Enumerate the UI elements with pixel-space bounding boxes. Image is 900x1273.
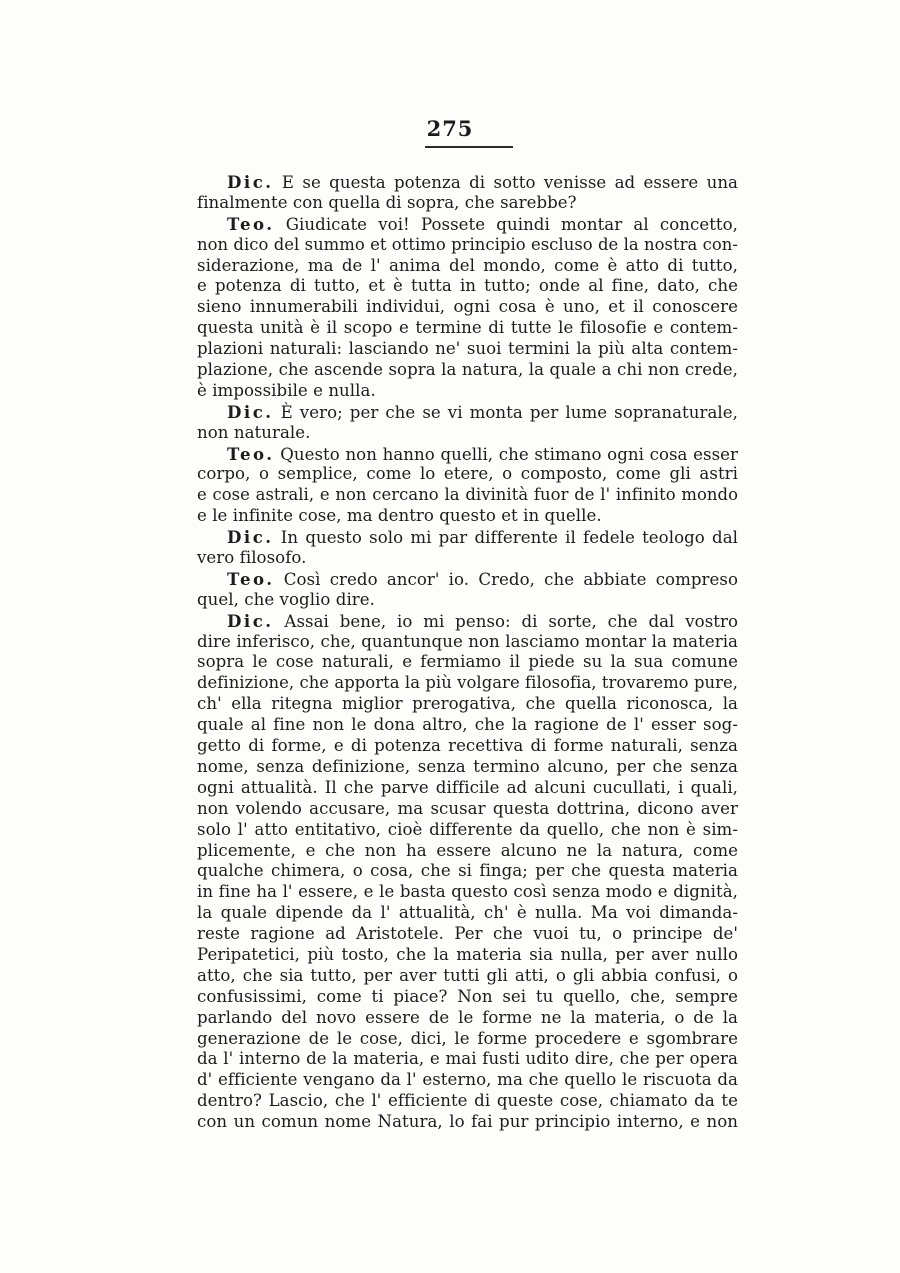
- text-line: [197, 945, 738, 966]
- text-line: [197, 193, 738, 214]
- line-text: plazioni naturali: lasciando ne' suoi termini la più alta contem-: [197, 339, 738, 359]
- text-line: [197, 297, 738, 318]
- text-line: [197, 256, 738, 277]
- speaker-label: Dic.: [227, 610, 274, 631]
- line-text: Così credo ancor' io. Credo, che abbiate compreso: [283, 569, 739, 589]
- speaker-label: Dic.: [227, 401, 274, 422]
- text-line: [197, 1008, 738, 1029]
- line-text: atto, che sia tutto, per aver tutti gli atti, o gli abbia confusi, o: [197, 965, 738, 985]
- line-text: plicemente, e che non ha essere alcuno ne la natura, come: [197, 840, 738, 860]
- text-line: [197, 632, 738, 653]
- text-line: [197, 987, 738, 1008]
- text-line: [197, 652, 738, 673]
- text-line: [197, 673, 738, 694]
- line-text: getto di forme, e di potenza recettiva di forme naturali, senza: [197, 736, 738, 756]
- text-line: [197, 924, 738, 945]
- text-line: [197, 903, 738, 924]
- text-line: [197, 1029, 738, 1050]
- line-text: reste ragione ad Aristotele. Per che vuoi tu, o principe de': [197, 924, 738, 944]
- line-text: la quale dipende da l' attualità, ch' è nulla. Ma voi dimanda-: [197, 903, 738, 923]
- text-line: [197, 464, 738, 485]
- page-number-rule: [425, 146, 513, 148]
- text-line: [197, 381, 738, 402]
- line-text: definizione, che apporta la più volgare filosofia, trovaremo pure,: [197, 673, 738, 693]
- line-text: parlando del novo essere de le forme ne la materia, o de la: [197, 1007, 738, 1027]
- text-line: [197, 1112, 738, 1133]
- line-text: in fine ha l' essere, e le basta questo così senza modo e dignità,: [197, 882, 738, 902]
- line-text: solo l' atto entitativo, cioè differente da quello, che non è sim-: [197, 819, 738, 839]
- line-text: Peripatetici, più tosto, che la materia sia nulla, per aver nullo: [197, 944, 738, 964]
- text-line: [197, 715, 738, 736]
- line-text: sieno innumerabili individui, ogni cosa è uno, et il conoscere: [197, 297, 738, 317]
- line-text: nome, senza definizione, senza termino alcuno, per che senza: [197, 756, 738, 776]
- text-line: [197, 276, 738, 297]
- speaker-label: Teo.: [227, 213, 275, 234]
- line-text: Giudicate voi! Possete quindi montar al concetto,: [285, 214, 739, 234]
- speaker-label: Dic.: [227, 172, 274, 192]
- line-text: con un comun nome Natura, lo fai pur principio interno, e non: [197, 1112, 738, 1132]
- line-text: quale al fine non le dona altro, che la ragione de l' esser sog-: [197, 715, 738, 735]
- text-line: [197, 527, 738, 548]
- line-text: e cose astrali, e non cercano la divinità fuor de l' infinito mondo: [197, 485, 738, 505]
- text-line: [197, 590, 738, 611]
- line-text: dentro? Lascio, che l' efficiente di queste cose, chiamato da te: [197, 1091, 738, 1111]
- line-text: È vero; per che se vi monta per lume sopranaturale,: [280, 402, 738, 422]
- line-text: non volendo accusare, ma scusar questa dottrina, dicono aver: [197, 798, 738, 818]
- line-text: questa unità è il scopo e termine di tutte le filosofie e contem-: [197, 318, 738, 338]
- text-line: [197, 318, 738, 339]
- text-line: [197, 569, 738, 590]
- text-line: [197, 506, 738, 527]
- text-line: [197, 736, 738, 757]
- text-line: [197, 861, 738, 882]
- text-line: [197, 1049, 738, 1070]
- page-number: 275: [426, 116, 474, 141]
- text-line: [197, 402, 738, 423]
- line-text: corpo, o semplice, come lo etere, o composto, come gli astri: [197, 464, 738, 484]
- line-text: è impossibile e nulla.: [197, 380, 376, 400]
- text-line: [197, 1091, 738, 1112]
- line-text: finalmente con quella di sopra, che sarebbe?: [197, 192, 577, 212]
- line-text: In questo solo mi par differente il fedele teologo dal: [280, 528, 738, 548]
- text-line: [197, 444, 738, 465]
- text-line: [197, 360, 738, 381]
- speaker-label: Teo.: [227, 568, 275, 589]
- text-line: [197, 778, 738, 799]
- line-text: e le infinite cose, ma dentro questo et in quelle.: [197, 506, 602, 526]
- text-line: [197, 1070, 738, 1091]
- line-text: qualche chimera, o cosa, che si finga; per che questa materia: [197, 861, 738, 881]
- text-line: [197, 235, 738, 256]
- text-line: [197, 841, 738, 862]
- line-text: generazione de le cose, dici, le forme procedere e sgombrare: [197, 1028, 738, 1048]
- line-text: sopra le cose naturali, e fermiamo il piede su la sua comune: [197, 652, 738, 672]
- text-line: [197, 757, 738, 778]
- line-text: e potenza di tutto, et è tutta in tutto; onde al fine, dato, che: [197, 276, 738, 296]
- line-text: non naturale.: [197, 422, 311, 442]
- text-line: [197, 548, 738, 569]
- text-line: [197, 820, 738, 841]
- line-text: d' efficiente vengano da l' esterno, ma che quello le riscuota da: [197, 1070, 738, 1090]
- line-text: Questo non hanno quelli, che stimano ogni cosa esser: [280, 444, 739, 464]
- line-text: plazione, che ascende sopra la natura, la quale a chi non crede,: [197, 360, 738, 380]
- text-line: [197, 423, 738, 444]
- line-text: Assai bene, io mi penso: di sorte, che dal vostro: [284, 611, 739, 631]
- line-text: quel, che voglio dire.: [197, 589, 375, 609]
- speaker-label: Teo.: [227, 443, 275, 464]
- text-line: [197, 339, 738, 360]
- line-text: da l' interno de la materia, e mai fusti udito dire, che per opera: [197, 1049, 738, 1069]
- line-text: non dico del summo et ottimo principio escluso de la nostra con-: [197, 234, 738, 254]
- text-line: [197, 214, 738, 235]
- line-text: E se questa potenza di sotto venisse ad essere una: [281, 173, 738, 192]
- line-text: ch' ella ritegna miglior prerogativa, che quella riconosca, la: [197, 694, 738, 714]
- text-line: [197, 694, 738, 715]
- line-text: dire inferisco, che, quantunque non lasciamo montar la materia: [197, 631, 738, 651]
- text-line: [197, 172, 738, 193]
- text-line: [197, 882, 738, 903]
- line-text: siderazione, ma de l' anima del mondo, come è atto di tutto,: [197, 255, 738, 275]
- text-line: [197, 966, 738, 987]
- line-text: confusissimi, come ti piace? Non sei tu quello, che, sempre: [197, 986, 738, 1006]
- dialogue-text-body: [197, 172, 738, 1133]
- text-line: [197, 611, 738, 632]
- line-text: vero filosofo.: [197, 548, 307, 568]
- line-text: ogni attualità. Il che parve difficile ad alcuni cucullati, i quali,: [197, 777, 738, 797]
- text-line: [197, 799, 738, 820]
- speaker-label: Dic.: [227, 527, 274, 548]
- text-line: [197, 485, 738, 506]
